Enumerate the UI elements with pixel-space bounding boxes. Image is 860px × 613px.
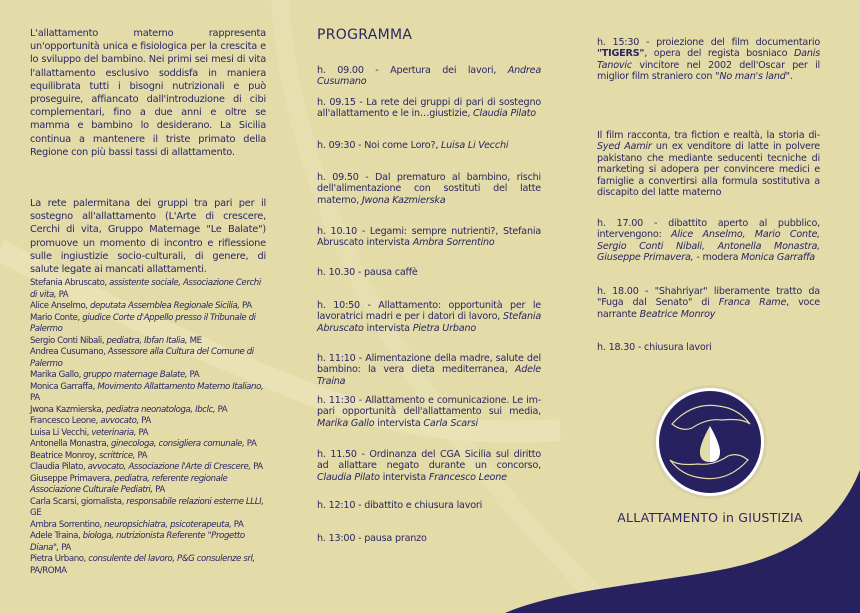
logo-title: ALLATTAMENTO in GIUSTIZIA [617, 510, 803, 525]
text-segment: PA [217, 404, 228, 415]
text-segment: Marika Gallo, [30, 370, 84, 380]
text-segment: PA [138, 427, 149, 438]
speaker-item [30, 439, 266, 451]
speaker-item [30, 370, 266, 382]
afternoon-item [597, 342, 820, 353]
text-segment: h. 10.10 - Legami: sempre nutrienti?, Stefania Abruscato intervista [317, 226, 541, 249]
text-segment: Andrea Cusumano [317, 65, 541, 88]
text-segment: neuropsichiatra, psicoterapeuta, [104, 519, 234, 530]
speaker-item [30, 313, 266, 336]
speaker-item [30, 347, 266, 370]
text-segment: , opera del regista bosniaco [644, 48, 794, 60]
text-segment: avvocato, [100, 416, 142, 426]
text-segment: veterinaria, [91, 427, 139, 438]
afternoon-item [597, 218, 820, 264]
programma-title: PROGRAMMA [317, 27, 413, 43]
afternoon-item [597, 37, 820, 83]
text-segment: Ambra Sorrentino, [30, 519, 105, 530]
text-segment: Franca Rame [718, 297, 787, 309]
text-segment: Il film racconta, tra fiction e realtà, la storia di- [597, 130, 820, 141]
text-segment: Adele Traina [317, 364, 541, 387]
programma-item [317, 97, 541, 120]
text-segment: scrittrice, [98, 450, 138, 461]
text-segment: ginecologa, consigliera comunale, [110, 439, 247, 449]
text-segment: Syed Aamir [597, 141, 652, 153]
text-segment: h. 18.30 - chiusura lavori [597, 342, 712, 353]
text-segment: PA [189, 370, 200, 380]
programma-item [317, 533, 541, 544]
intro-paragraph-1: L'allattamento materno rappresenta un'opportunità unica e fisiologica per la crescita e lo sviluppo del bambino. Nei primi sei mesi di vita l'allattamento esclusivo soddisfa in maniera equilibrata tutti i bisogni nutrizionali e può proseguire, affiancato dall'introduzione di cibi complementari, fino a due anni e oltre se mamma e bambino lo desiderano. La Sicilia continua a mantenere il triste primato della Regione con più bassi tassi di allattamento. [30, 28, 266, 158]
text-segment: responsabile relazioni esterne LLLI, [126, 496, 264, 507]
afternoon-item [597, 286, 820, 320]
text-segment: Danis Tanovic [597, 48, 820, 71]
text-segment: pediatra neonatologa, Ibclc, [105, 404, 218, 415]
text-segment: intervista [363, 322, 413, 334]
text-segment: avvocato, Associazione l'Arte di Crescere, [87, 462, 254, 472]
text-segment: h. 09.50 - Dal prematuro al bambino, rischi dell'alimentazione con sostituti del latte materno, [317, 172, 541, 206]
text-segment: Alice Anselmo, [30, 301, 90, 311]
text-segment: h. 11.50 - Ordinanza del CGA Sicilia sul diritto ad allattare negato durante un concorso, [317, 449, 541, 472]
text-segment: PA [253, 462, 263, 472]
intro-paragraph-2: La rete palermitana dei gruppi tra pari per il sostegno all'allattamento (L'Arte di crescere, Cerchi di vita, Gruppo Maternage "Le Balate") promuove un momento di incontro e riflessione sulle ingiustizie socio-culturali, di genere, di salute legate ai mancati allattamenti. [30, 198, 266, 276]
text-segment: gruppo maternage Balate, [83, 370, 190, 380]
text-segment: Luisa Li Vecchi, [30, 427, 92, 438]
programma-item [317, 353, 541, 387]
text-segment: consulente del lavoro, P&G consulenze srl, [88, 554, 255, 564]
text-segment: Ambra Sorrentino [412, 237, 495, 249]
text-segment: Francesco Leone [428, 471, 507, 483]
text-segment: h. 11:10 - Alimentazione della madre, salute del bambino: la vera dieta mediterranea, [317, 353, 541, 376]
text-segment: PA [155, 485, 165, 495]
logo-hands-drop-icon [652, 384, 768, 500]
text-segment: GE [30, 508, 42, 518]
text-segment: h. 13:00 - pausa pranzo [317, 533, 427, 544]
text-segment: un ex venditore di latte in polvere pakistano che mediante seducenti tecniche di marketing si adopera per convincere medici e famiglie a convertirsi alla formula sostitutiva a discapito del latte materno [597, 141, 820, 199]
programma-item [317, 65, 541, 88]
text-segment: Marika Gallo [317, 417, 375, 429]
speaker-item [30, 554, 266, 577]
programma-item [317, 500, 541, 511]
text-segment: h. 10:50 - Allattamento: opportunità per le lavoratrici madri e per i datori di lavoro, [317, 300, 541, 323]
speaker-item [30, 451, 266, 463]
text-segment: Andrea Cusumano, [30, 347, 108, 357]
speaker-item [30, 462, 266, 474]
text-segment: Jwona Kazmierska [361, 194, 446, 206]
afternoon-item [597, 130, 820, 198]
text-segment: PA [246, 439, 257, 449]
text-segment: assistente sociale, Associazione Cerchi di vita, [30, 278, 261, 300]
programma-item [317, 267, 541, 278]
text-segment: h. 15:30 - proiezione del film documentario [597, 37, 820, 48]
text-segment: h. 18.00 - "Shahriyar" liberamente tratto da "Fuga dal Senato" di [597, 286, 820, 309]
text-segment: Carla Scarsi [423, 417, 478, 429]
text-segment: PA [61, 542, 71, 553]
text-segment: Beatrice Monroy [639, 308, 716, 320]
text-segment: Mario Conte, [30, 312, 83, 323]
text-segment: Antonella Monastra, [30, 439, 111, 449]
text-segment: Jwona Kazmierska, [30, 404, 106, 415]
text-segment: PA [30, 393, 40, 403]
text-segment: Claudia Pilato, [30, 462, 88, 472]
text-segment: Giuseppe Primavera, [30, 473, 115, 484]
text-segment: Assessore alla Cultura del Comune di Palermo [30, 347, 254, 369]
text-segment: Luisa Li Vecchi [441, 140, 509, 151]
text-segment: Stefania Abruscato [317, 311, 542, 334]
text-segment: Pietra Urbano, [30, 554, 89, 564]
text-segment: , voce narrante [597, 297, 820, 320]
programma-item [317, 300, 541, 334]
speaker-item [30, 428, 266, 440]
speaker-item [30, 474, 266, 497]
text-segment: PA/ROMA [30, 565, 67, 576]
text-segment: h. 09.00 - Apertura dei lavori, [317, 65, 508, 76]
programma-item [317, 395, 541, 429]
text-segment: Stefania Abruscato, [30, 278, 110, 288]
text-segment: Alice Anselmo, Mario Conte, Sergio Conti Nibali, Antonella Monastra, Giuseppe Primavera, [597, 229, 820, 264]
text-segment: "TIGERS" [597, 48, 645, 60]
text-segment: Francesco Leone, [30, 416, 101, 426]
text-segment: . [789, 71, 793, 83]
text-segment: Claudia Pilato [473, 108, 536, 120]
text-segment: PA [233, 519, 244, 530]
text-segment: intervista [374, 417, 424, 429]
text-segment: Movimento Allattamento Materno Italiano, [97, 381, 264, 392]
text-segment: ME [189, 335, 202, 346]
speaker-item [30, 416, 266, 428]
speaker-item [30, 336, 266, 348]
text-segment: h. 09.15 - La rete dei gruppi di pari di sostegno all'allattamento e le in…giustizie, [317, 97, 541, 120]
text-segment: Monica Garraffa, [30, 381, 98, 392]
text-segment: h. 17.00 - dibattito aperto al pubblico, intervengono: [597, 218, 820, 241]
text-segment: pediatra, Ibfan Italia, [106, 335, 190, 346]
text-segment: intervista [379, 471, 429, 483]
text-segment: PA [58, 289, 69, 300]
text-segment: vincitore nel 2002 dell'Oscar per il miglior film straniero con [597, 59, 820, 83]
speaker-item [30, 497, 266, 520]
speaker-item [30, 301, 266, 313]
text-segment: h. 09:30 - Noi come Loro?, [317, 140, 442, 151]
text-segment: deputata Assemblea Regionale Sicilia, [89, 301, 242, 311]
text-segment: Carla Scarsi, giornalista, [30, 496, 127, 507]
text-segment: PA [141, 416, 151, 426]
text-segment: PA [241, 301, 252, 311]
text-segment: "No man's land" [715, 71, 790, 83]
speaker-item [30, 278, 266, 301]
programma-item [317, 172, 541, 206]
speaker-item [30, 405, 266, 417]
text-segment: Monica Garraffa [741, 252, 815, 264]
text-segment: h. 11:30 - Allattamento e comunicazione. Le im-pari opportunità dell'allattamento sui media, [317, 395, 541, 418]
speaker-item [30, 520, 266, 532]
text-segment: - modera [693, 252, 742, 264]
speaker-item [30, 382, 266, 405]
programma-item [317, 226, 541, 249]
text-segment: h. 10.30 - pausa caffè [317, 267, 418, 278]
speakers-list [30, 278, 266, 577]
text-segment: Beatrice Monroy, [30, 450, 99, 461]
text-segment: Adele Traina, [30, 531, 83, 541]
text-segment: h. 12:10 - dibattito e chiusura lavori [317, 500, 483, 511]
programma-item [317, 140, 541, 151]
text-segment: giudice Corte d'Appello presso il Tribunale di Palermo [30, 312, 256, 334]
speaker-item [30, 531, 266, 554]
text-segment: PA [137, 450, 148, 461]
text-segment: pediatra, referente regionale Associazione Culturale Pediatri, [30, 473, 228, 495]
text-segment: Sergio Conti Nibali, [30, 335, 107, 346]
text-segment: Claudia Pilato [317, 471, 380, 483]
programma-item [317, 449, 541, 483]
text-segment: biologa, nutrizionista Referente "Progetto Diana", [30, 531, 245, 553]
text-segment: Pietra Urbano [412, 322, 476, 334]
